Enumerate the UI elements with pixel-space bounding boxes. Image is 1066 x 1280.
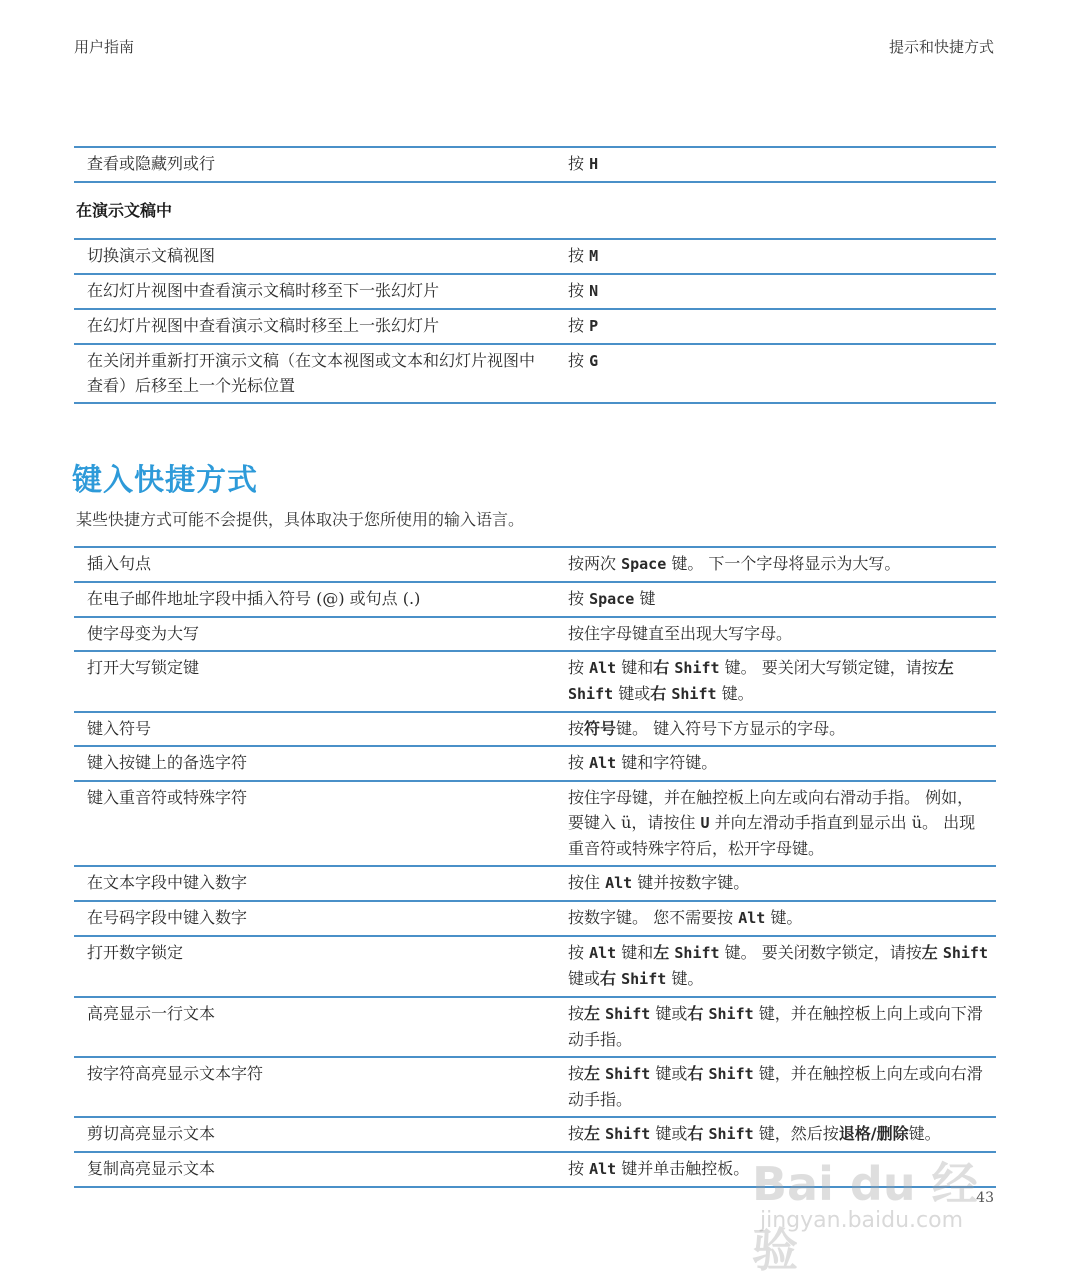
key-label-bold: 右 [600, 969, 617, 988]
key-label-bold: 右 [687, 1124, 704, 1143]
cell-text: 按住字母键，并在触控板上向左或向右滑动手指。 例如，要键入 ü，请按住 [568, 788, 974, 832]
cell-text: 键或 [568, 969, 601, 988]
key-name: Space [589, 590, 635, 608]
table-row [74, 746, 996, 781]
key-name: Shift [708, 1065, 754, 1083]
key-label-bold: 右 [687, 1004, 704, 1023]
action-cell [74, 712, 555, 746]
key-label-bold: 左 [921, 943, 938, 962]
key-name: Shift [621, 970, 667, 988]
table-row [74, 997, 996, 1057]
cell-text: 按 [568, 943, 590, 962]
running-header-left: 用户指南 [74, 38, 135, 56]
key-name: H [589, 155, 599, 173]
table-row [74, 582, 996, 617]
cell-text: 键并按数字键。 [632, 873, 750, 892]
key-name: Space [621, 555, 667, 573]
cell-text: 在关闭并重新打开演示文稿（在文本视图或文本和幻灯片视图中查看）后移至上一个光标位置 [87, 351, 536, 395]
key-name: Alt [589, 659, 617, 677]
key-name: Shift [674, 944, 720, 962]
cell-text: 高亮显示一行文本 [87, 1004, 216, 1023]
action-cell [74, 1152, 555, 1187]
cell-text: 按 [568, 753, 590, 772]
cell-text: 按 [568, 1124, 585, 1143]
action-cell [74, 1057, 555, 1117]
table-row [74, 712, 996, 746]
cell-text: 键。 [765, 908, 803, 927]
cell-text: 在幻灯片视图中查看演示文稿时移至下一张幻灯片 [87, 281, 440, 300]
cell-text: 并向左滑动手指直到显示出 ü。 出现重音符或特殊字符后，松开字母键。 [568, 813, 976, 858]
cell-text: 按住字母键直至出现大写字母。 [568, 624, 793, 643]
section-intro: 某些快捷方式可能不会提供，具体取决于您所使用的输入语言。 [76, 510, 525, 529]
key-name: M [589, 247, 599, 265]
action-cell [74, 239, 555, 274]
shortcut-cell [555, 309, 996, 344]
table-row [74, 547, 996, 582]
page-number: 43 [976, 1190, 994, 1206]
action-cell [74, 274, 555, 309]
table-row [74, 901, 996, 936]
shortcut-cell [555, 239, 996, 274]
key-name: Alt [589, 944, 617, 962]
cell-text: 在电子邮件地址字段中插入符号 (@) 或句点 (.) [87, 589, 421, 608]
key-label-bold: 符号 [584, 719, 617, 738]
shortcut-cell [555, 936, 996, 997]
action-cell [74, 617, 555, 651]
shortcut-cell [555, 651, 996, 712]
table-row [74, 147, 996, 182]
shortcut-cell [555, 147, 996, 182]
cell-text: 查看或隐藏列或行 [87, 154, 216, 173]
cell-text: 按 [568, 1159, 590, 1178]
key-label-bold: 左 [653, 943, 670, 962]
cell-text: 按 [568, 154, 590, 173]
shortcut-cell [555, 547, 996, 582]
table-row [74, 1057, 996, 1117]
cell-text: 在号码字段中键入数字 [87, 908, 248, 927]
cell-text: 剪切高亮显示文本 [87, 1124, 216, 1143]
cell-text: 键或 [650, 1124, 688, 1143]
key-name: Alt [589, 1160, 617, 1178]
shortcut-cell [555, 901, 996, 936]
action-cell [74, 901, 555, 936]
key-label-bold: 退格/删除 [838, 1124, 909, 1143]
cell-text: 键入按键上的备选字符 [87, 753, 248, 772]
action-cell [74, 936, 555, 997]
table-row [74, 309, 996, 344]
cell-text: 键并单击触控板。 [616, 1159, 750, 1178]
cell-text: 按字符高亮显示文本字符 [87, 1064, 264, 1083]
running-header-right: 提示和快捷方式 [888, 38, 994, 56]
action-cell [74, 866, 555, 901]
action-cell [74, 309, 555, 344]
cell-text: 键 [634, 589, 656, 608]
key-name: Shift [605, 1125, 651, 1143]
key-name: N [589, 282, 599, 300]
shortcut-table-typing [74, 546, 996, 1188]
shortcut-cell [555, 997, 996, 1057]
shortcut-cell [555, 746, 996, 781]
action-cell [74, 344, 555, 403]
cell-text: 键，并在触控板上向上或向下滑动手指。 [568, 1004, 983, 1049]
key-label-bold: 左 [584, 1064, 601, 1083]
cell-text: 键和 [616, 658, 654, 677]
cell-text: 打开大写锁定键 [87, 658, 200, 677]
cell-text: 复制高亮显示文本 [87, 1159, 216, 1178]
cell-text: 键。 [666, 969, 704, 988]
key-name: Shift [605, 1005, 651, 1023]
cell-text: 按 [568, 281, 590, 300]
shortcut-cell [555, 582, 996, 617]
cell-text: 键入符号 [87, 719, 152, 738]
key-name: Shift [708, 1125, 754, 1143]
action-cell [74, 147, 555, 182]
action-cell [74, 997, 555, 1057]
shortcut-table-top [74, 146, 996, 183]
baidu-watermark [752, 1128, 1002, 1277]
cell-text: 按住 [568, 873, 606, 892]
shortcut-cell [555, 274, 996, 309]
cell-text: 键。 键入符号下方显示的字母。 [616, 719, 846, 738]
action-cell [74, 1117, 555, 1152]
subheading-presentation: 在演示文稿中 [76, 201, 173, 220]
watermark-logo: Bai du 经验 [752, 1157, 978, 1277]
key-label-bold: 左 [584, 1004, 601, 1023]
cell-text: 键入重音符或特殊字符 [87, 788, 248, 807]
cell-text: 切换演示文稿视图 [87, 246, 216, 265]
cell-text: 按 [568, 719, 585, 738]
cell-text: 键或 [650, 1004, 688, 1023]
key-name: Shift [674, 659, 720, 677]
shortcut-cell [555, 1057, 996, 1117]
cell-text: 使字母变为大写 [87, 624, 200, 643]
watermark-url: jingyan.baidu.com [760, 1208, 964, 1233]
table-row [74, 344, 996, 403]
cell-text: 键，并在触控板上向左或向右滑动手指。 [568, 1064, 983, 1109]
cell-text: 按 [568, 1004, 585, 1023]
shortcut-cell [555, 781, 996, 866]
action-cell [74, 582, 555, 617]
action-cell [74, 547, 555, 582]
cell-text: 键或 [650, 1064, 688, 1083]
key-name: Alt [605, 874, 633, 892]
key-label-bold: 右 [653, 658, 670, 677]
shortcut-cell [555, 617, 996, 651]
key-name: Shift [671, 685, 717, 703]
cell-text: 键，然后按 [753, 1124, 839, 1143]
cell-text: 在幻灯片视图中查看演示文稿时移至上一张幻灯片 [87, 316, 440, 335]
cell-text: 按 [568, 246, 590, 265]
cell-text: 按 [568, 658, 590, 677]
shortcut-cell [555, 344, 996, 403]
table-row [74, 274, 996, 309]
cell-text: 键和 [616, 943, 654, 962]
key-label-bold: 右 [687, 1064, 704, 1083]
key-label-bold: 右 [650, 684, 667, 703]
key-label-bold: 左 [937, 658, 954, 677]
table-row [74, 936, 996, 997]
cell-text: 按 [568, 1064, 585, 1083]
key-name: Alt [589, 754, 617, 772]
key-name: Alt [738, 909, 766, 927]
shortcut-cell [555, 712, 996, 746]
key-name: U [700, 814, 710, 832]
key-name: Shift [568, 685, 614, 703]
cell-text: 键。 要关闭数字锁定，请按 [719, 943, 922, 962]
cell-text: 打开数字锁定 [87, 943, 184, 962]
action-cell [74, 781, 555, 866]
cell-text: 按数字键。 您不需要按 [568, 908, 739, 927]
cell-text: 键。 [908, 1124, 941, 1143]
cell-text: 键。 [716, 684, 754, 703]
key-name: P [589, 317, 599, 335]
key-name: G [589, 352, 599, 370]
section-title: 键入快捷方式 [72, 463, 258, 498]
key-name: Shift [942, 944, 988, 962]
cell-text: 插入句点 [87, 554, 152, 573]
key-name: Shift [605, 1065, 651, 1083]
action-cell [74, 746, 555, 781]
cell-text: 键。 要关闭大写锁定键，请按 [719, 658, 938, 677]
table-row [74, 781, 996, 866]
shortcut-cell [555, 866, 996, 901]
key-label-bold: 左 [584, 1124, 601, 1143]
action-cell [74, 651, 555, 712]
cell-text: 按 [568, 589, 590, 608]
table-row [74, 617, 996, 651]
table-row [74, 866, 996, 901]
key-name: Shift [708, 1005, 754, 1023]
cell-text: 键。 下一个字母将显示为大写。 [666, 554, 901, 573]
cell-text: 键或 [613, 684, 651, 703]
shortcut-table-presentation [74, 238, 996, 404]
cell-text: 按两次 [568, 554, 622, 573]
cell-text: 键和字符键。 [616, 753, 718, 772]
cell-text: 按 [568, 316, 590, 335]
cell-text: 按 [568, 351, 590, 370]
table-row [74, 239, 996, 274]
cell-text: 在文本字段中键入数字 [87, 873, 248, 892]
table-row [74, 651, 996, 712]
